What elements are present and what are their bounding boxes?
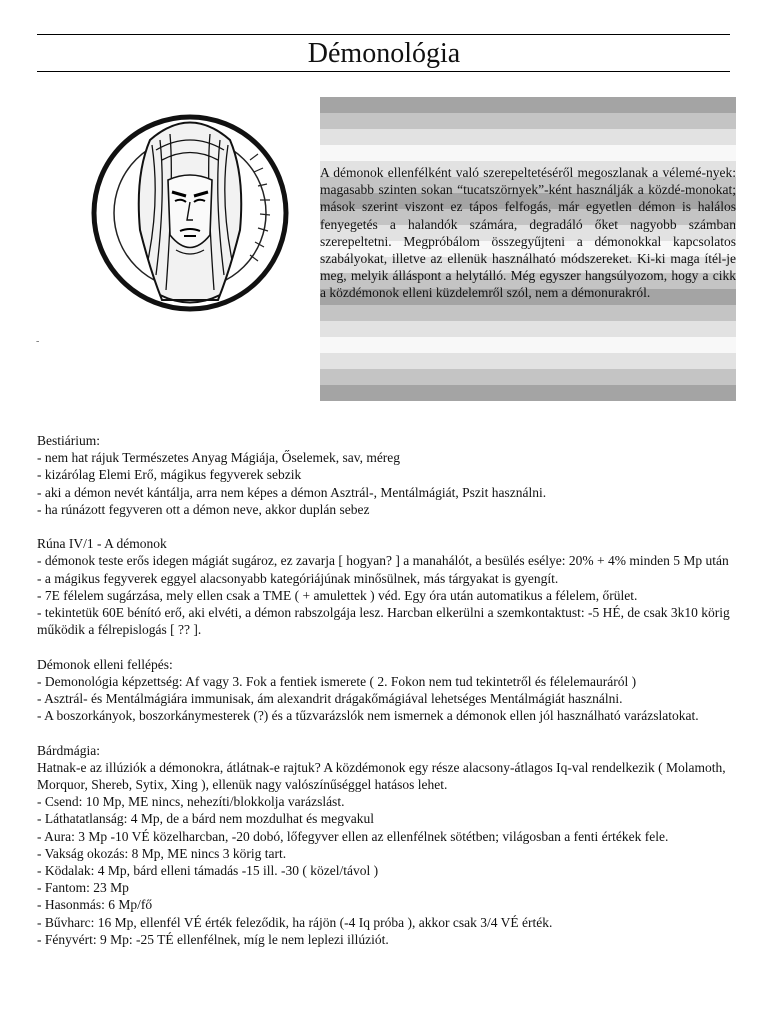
section-line: Hatnak-e az illúziók a démonokra, átlátnak-e rajtuk? A közdémonok egy része alacsony-átlagos Iq-val rendelkezik ( Molamoth, Morquor, Shereb, Sytix, Xing ), ellenük nagy valószínűséggel hatásos lehet. bbox=[37, 759, 726, 793]
intro-paragraph: A démonok ellenfélként való szerepeltetéséről megoszlanak a vélemé-nyek: magasabb szinten sokan “tucatszörnyek”-ként használják a közdé-monokat; mások szerint viszont ez tápos felfogás, már egyetlen démon is halálos fenyegetés a halandók számára, degradáló őket nagyobb számban szerepeltetni. Megpróbálom összegyűjteni a démonokkal kapcsolatos szabályokat, illetve az ellenük használható módszereket. Ki-ki maga ítél-je meg, melyik álláspont a helytálló. Még egyszer hangsúlyozom, hogy a cikk a közdémonok elleni küzdelemről szól, nem a démonurakról. bbox=[320, 165, 736, 301]
section-line: - a mágikus fegyverek eggyel alacsonyabb kategóriájúnak minősülnek, más tárgyakat is gyengít. bbox=[37, 570, 559, 586]
section-line: - Demonológia képzettség: Af vagy 3. Fok a fentiek ismerete ( 2. Fokon nem tud tekintetről és félelemauráról ) bbox=[37, 673, 637, 689]
section-line: - Hasonmás: 6 Mp/fő bbox=[37, 897, 153, 913]
section-line: - Bűvharc: 16 Mp, ellenfél VÉ érték feleződik, ha rájön (-4 Iq próba ), akkor csak 3/4 VÉ érték. bbox=[37, 914, 553, 930]
image-caption-mark: - bbox=[36, 336, 40, 347]
section-line: - Asztrál- és Mentálmágiára immunisak, ám alexandrit drágakőmágiával lehetséges Mentálmágiát használni. bbox=[37, 691, 623, 707]
section-line: - Fényvért: 9 Mp: -25 TÉ ellenfélnek, míg le nem leplezi illúziót. bbox=[37, 931, 389, 947]
section-line: - Láthatatlanság: 4 Mp, de a bárd nem mozdulhat és megvakul bbox=[37, 811, 375, 827]
section-line: - démonok teste erős idegen mágiát sugároz, ez zavarja [ hogyan? ] a manahálót, a besülés esélye: 20% + 4% minden 5 Mp után bbox=[37, 553, 729, 569]
section-line: - aki a démon nevét kántálja, arra nem képes a démon Asztrál-, Mentálmágiát, Pszit használni. bbox=[37, 484, 547, 500]
section-heading: Bestiárium: bbox=[37, 433, 100, 448]
section-line: - Csend: 10 Mp, ME nincs, nehezíti/blokkolja varázslást. bbox=[37, 794, 345, 810]
section-line: - Vakság okozás: 8 Mp, ME nincs 3 körig tart. bbox=[37, 845, 287, 861]
section-heading: Démonok elleni fellépés: bbox=[37, 656, 173, 672]
section-runa bbox=[37, 535, 737, 638]
page-title: Démonológia bbox=[307, 38, 461, 69]
section-line: - 7E félelem sugárzása, mely ellen csak a TME ( + amulettek ) véd. Egy óra után automatikus a félelem, őrület. bbox=[37, 587, 638, 603]
demon-portrait-image bbox=[90, 100, 290, 325]
section-line: - Fantom: 23 Mp bbox=[37, 880, 129, 896]
section-heading: Bárdmágia: bbox=[37, 742, 100, 758]
intro-box bbox=[320, 97, 736, 401]
section-line: - ha rúnázott fegyveren ott a démon neve, akkor duplán sebez bbox=[37, 501, 370, 517]
section-line: - tekintetük 60E bénító erő, aki elvéti, a démon rabszolgája lesz. Harcban elkerülni a szemkontaktust: -5 HÉ, de csak 3k10 körig működik a félrepislogás [ ?? ]. bbox=[37, 605, 730, 638]
section-bestiarium bbox=[37, 432, 737, 518]
section-line: - nem hat rájuk Természetes Anyag Mágiája, Őselemek, sav, méreg bbox=[37, 450, 401, 466]
title-rule-top bbox=[37, 34, 730, 35]
section-line: - Ködalak: 4 Mp, bárd elleni támadás -15 ill. -30 ( közel/távol ) bbox=[37, 863, 379, 879]
section-line: - A boszorkányok, boszorkánymesterek (?) és a tűzvarázslók nem ismernek a démonok ellen jól használható varázslatokat. bbox=[37, 708, 699, 724]
section-line: - Aura: 3 Mp -10 VÉ közelharcban, -20 dobó, lőfegyver ellen az ellenfélnek sötétben; világosban a fenti értékek fele. bbox=[37, 828, 669, 844]
section-bardmagia bbox=[37, 742, 737, 948]
body-text bbox=[37, 432, 737, 965]
title-rule-bottom bbox=[37, 71, 730, 72]
section-line: - kizárólag Elemi Erő, mágikus fegyverek sebzik bbox=[37, 467, 302, 483]
section-fellepes bbox=[37, 656, 737, 725]
section-heading: Rúna IV/1 - A démonok bbox=[37, 536, 167, 552]
